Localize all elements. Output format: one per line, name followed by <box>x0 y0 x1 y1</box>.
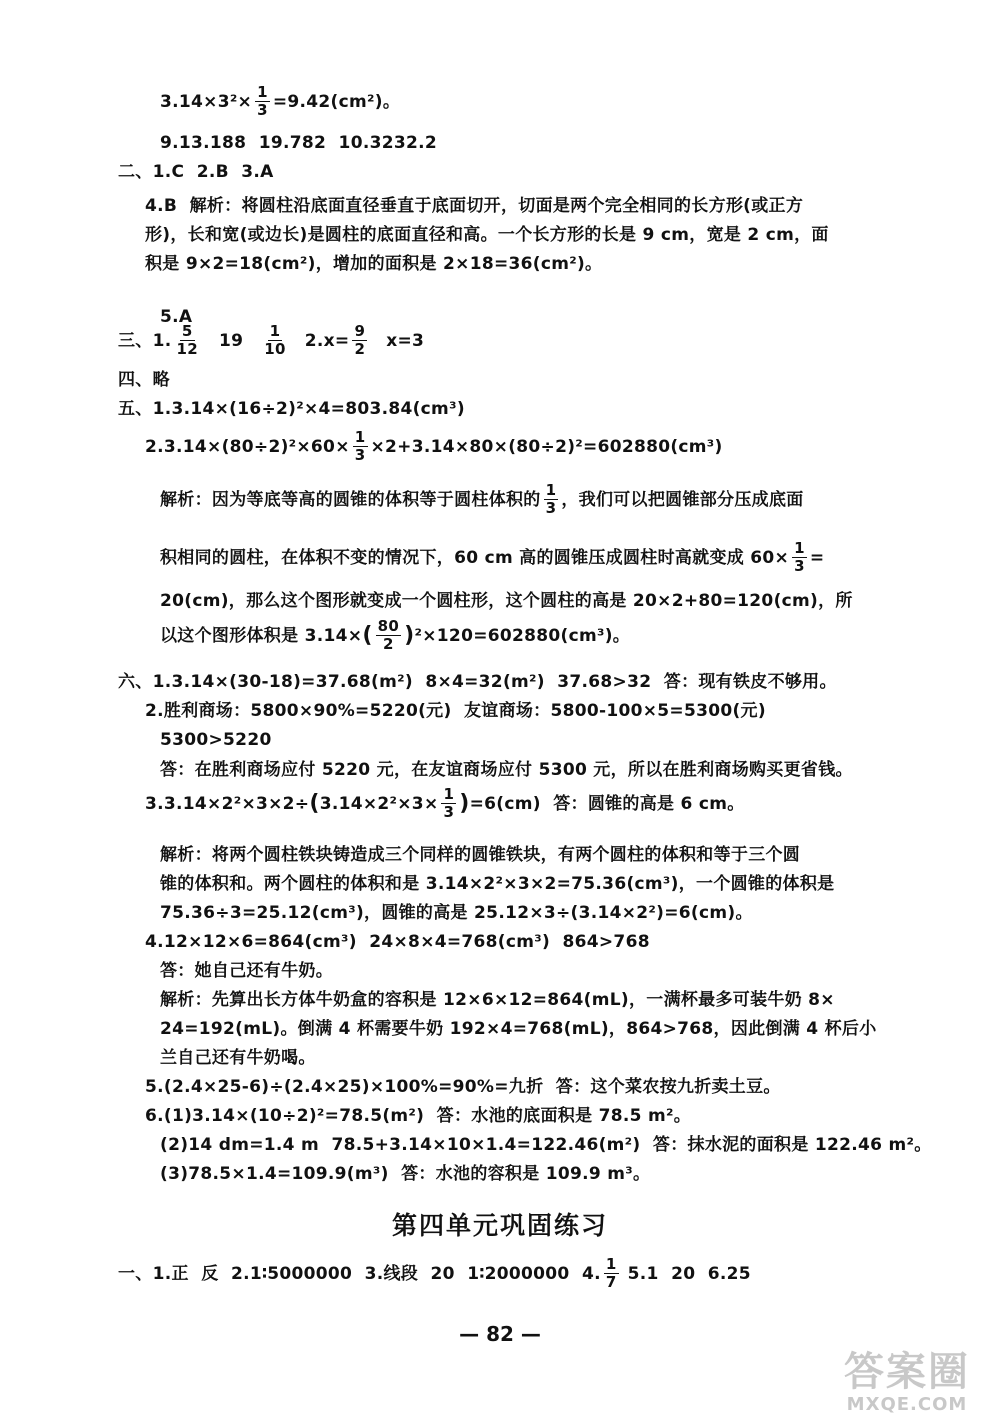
numerator: 1 <box>605 1255 617 1273</box>
denominator: 3 <box>257 101 268 119</box>
answer-line: (2)14 dm=1.4 m 78.5+3.14×10×1.4=122.46(m²) 答：抹水泥的面积是 122.46 m²。 <box>160 1135 932 1155</box>
text: 5.1 20 6.25 <box>627 1263 751 1284</box>
fraction <box>604 1256 619 1291</box>
answer-line <box>160 618 630 653</box>
fraction <box>175 323 200 358</box>
numerator: 5 <box>181 322 193 340</box>
denominator: 3 <box>354 446 366 464</box>
denominator: 2 <box>383 635 394 653</box>
answer-line: 24=192(mL)。倒满 4 杯需要牛奶 192×4=768(mL)，864>768，因此倒满 4 杯后小 <box>160 1019 877 1039</box>
numerator: 1 <box>794 539 805 557</box>
answer-line: 5.A <box>160 307 193 327</box>
text: 2.3.14×(80÷2)²×60× <box>145 436 350 457</box>
answer-line: 6.(1)3.14×(10÷2)²=78.5(m²) 答：水池的底面积是 78.5 m²。 <box>145 1106 692 1126</box>
answer-line: 六、1.3.14×(30-18)=37.68(m²) 8×4=32(m²) 37.68>32 答：现有铁皮不够用。 <box>118 672 837 692</box>
text: 以这个图形体积是 3.14× <box>160 625 363 646</box>
fraction <box>376 618 401 653</box>
text: 3.14×3²× <box>160 91 253 112</box>
answer-line <box>160 540 824 575</box>
text: 解析：因为等底等高的圆锥的体积等于圆柱体积的 <box>160 489 541 510</box>
page-number: — 82 — <box>459 1322 541 1346</box>
text: =6(cm) 答：圆锥的高是 6 cm。 <box>469 793 745 814</box>
left-paren: ( <box>309 790 320 816</box>
numerator: 1 <box>443 785 455 803</box>
answer-line: 锥的体积和。两个圆柱的体积和是 3.14×2²×3×2=75.36(cm³)，一个圆锥的体积是 <box>160 874 835 894</box>
text: 3.14×2²×3× <box>319 793 439 814</box>
text: 三、1. <box>118 330 172 351</box>
numerator: 1 <box>269 322 281 340</box>
answer-line <box>160 84 400 119</box>
fraction <box>352 323 367 358</box>
section-title: 第四单元巩固练习 <box>391 1211 608 1240</box>
fraction <box>544 482 559 517</box>
denominator: 3 <box>443 803 455 821</box>
answer-line: 75.36÷3=25.12(cm³)，圆锥的高是 25.12×3÷(3.14×2²)=6(cm)。 <box>160 903 753 923</box>
answer-line: 9.13.188 19.782 10.3232.2 <box>160 133 437 153</box>
numerator: 1 <box>257 83 268 101</box>
fraction <box>255 84 270 119</box>
denominator: 2 <box>354 340 366 358</box>
right-paren: ) <box>459 790 470 816</box>
answer-line: 2.胜利商场：5800×90%=5220(元) 友谊商场：5800-100×5=5300(元) <box>145 701 766 721</box>
text: 一、1.正 反 2.1∶5000000 3.线段 20 1∶2000000 4. <box>118 1263 601 1284</box>
text: x=3 <box>386 330 425 351</box>
answer-line: 四、略 <box>118 370 170 390</box>
answer-line: 5300>5220 <box>160 730 272 750</box>
answer-line: 20(cm)，那么这个图形就变成一个圆柱形，这个圆柱的高是 20×2+80=120(cm)，所 <box>160 591 853 611</box>
text: 3.3.14×2²×3×2÷ <box>145 793 310 814</box>
answer-line <box>145 429 723 464</box>
answer-line: 解析：先算出长方体牛奶盒的容积是 12×6×12=864(mL)，一满杯最多可装牛奶 8× <box>160 990 835 1010</box>
answer-line: 答：她自己还有牛奶。 <box>160 961 333 981</box>
text: 19 <box>218 330 244 351</box>
text: = <box>809 547 825 568</box>
left-paren: ( <box>362 622 373 648</box>
denominator: 3 <box>794 557 805 575</box>
fraction <box>792 540 807 575</box>
watermark <box>832 1350 982 1422</box>
answer-line: 五、1.3.14×(16÷2)²×4=803.84(cm³) <box>118 399 465 419</box>
answer-line: 4.B 解析：将圆柱沿底面直径垂直于底面切开，切面是两个完全相同的长方形(或正方 <box>145 196 804 216</box>
answer-line: 积是 9×2=18(cm²)，增加的面积是 2×18=36(cm²)。 <box>145 254 603 274</box>
numerator: 1 <box>545 481 557 499</box>
answer-line <box>118 1256 751 1291</box>
answer-line: (3)78.5×1.4=109.9(m³) 答：水池的容积是 109.9 m³。 <box>160 1164 651 1184</box>
text: ×2+3.14×80×(80÷2)²=602880(cm³) <box>370 436 723 457</box>
text: 积相同的圆柱，在体积不变的情况下，60 cm 高的圆锥压成圆柱时高就变成 60× <box>160 547 790 568</box>
answer-line: 形)，长和宽(或边长)是圆柱的底面直径和高。一个长方形的长是 9 cm，宽是 2 cm，面 <box>145 225 829 245</box>
denominator: 10 <box>264 340 286 358</box>
answer-line: 解析：将两个圆柱铁块铸造成三个同样的圆锥铁块，有两个圆柱的体积和等于三个圆 <box>160 845 801 865</box>
numerator: 9 <box>354 322 366 340</box>
answer-line: 4.12×12×6=864(cm³) 24×8×4=768(cm³) 864>768 <box>145 932 650 952</box>
answer-line <box>145 786 745 821</box>
answer-line: 5.(2.4×25-6)÷(2.4×25)×100%=90%=九折 答：这个菜农按九折卖土豆。 <box>145 1077 781 1097</box>
text: ，我们可以把圆锥部分压成底面 <box>561 489 804 510</box>
answer-line <box>118 323 424 358</box>
fraction <box>353 429 368 464</box>
answer-line: 兰自己还有牛奶喝。 <box>160 1048 316 1068</box>
numerator: 1 <box>354 428 366 446</box>
answer-line: 二、1.C 2.B 3.A <box>118 162 274 182</box>
right-paren: ) <box>404 622 415 648</box>
answer-line: 答：在胜利商场应付 5220 元，在友谊商场应付 5300 元，所以在胜利商场购买更省钱。 <box>160 760 853 780</box>
answer-line <box>160 482 804 517</box>
watermark-url: MXQE.COM <box>846 1394 968 1415</box>
denominator: 12 <box>176 340 198 358</box>
denominator: 7 <box>605 1273 617 1291</box>
fraction <box>262 323 287 358</box>
text: 2.x= <box>304 330 350 351</box>
text: ²×120=602880(cm³)。 <box>414 625 631 646</box>
fraction <box>441 786 456 821</box>
numerator: 80 <box>377 617 400 635</box>
text: =9.42(cm²)。 <box>272 91 401 112</box>
watermark-logo: 答案圈 <box>844 1349 970 1395</box>
denominator: 3 <box>545 499 557 517</box>
